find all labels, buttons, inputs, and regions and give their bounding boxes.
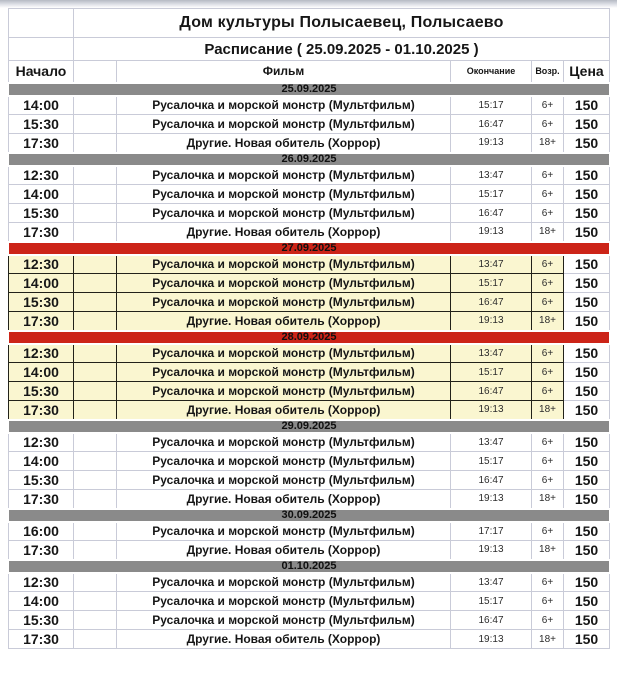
price-cell: 150 xyxy=(564,522,610,541)
price-cell: 150 xyxy=(564,401,610,420)
start-time-cell: 14:00 xyxy=(9,592,74,611)
price-cell: 150 xyxy=(564,293,610,312)
age-rating-cell: 6+ xyxy=(532,274,564,293)
price-cell: 150 xyxy=(564,134,610,153)
end-time-cell: 19:13 xyxy=(451,401,532,420)
date-band-label: 26.09.2025 xyxy=(9,153,610,166)
photo-edge-shadow xyxy=(0,0,617,8)
subtitle-row xyxy=(9,38,610,61)
column-header-spacer xyxy=(74,61,117,83)
film-title-cell: Русалочка и морской монстр (Мультфильм) xyxy=(117,115,451,134)
schedule-header xyxy=(9,9,610,83)
end-time-cell: 16:47 xyxy=(451,611,532,630)
start-time-cell: 15:30 xyxy=(9,471,74,490)
price-cell: 150 xyxy=(564,185,610,204)
film-title-cell: Русалочка и морской монстр (Мультфильм) xyxy=(117,166,451,185)
film-title-cell: Русалочка и морской монстр (Мультфильм) xyxy=(117,363,451,382)
show-row xyxy=(9,452,610,471)
show-row xyxy=(9,312,610,331)
subtitle-blank-cell xyxy=(9,38,74,61)
price-cell: 150 xyxy=(564,630,610,649)
age-rating-cell: 6+ xyxy=(532,592,564,611)
film-title-cell: Русалочка и морской монстр (Мультфильм) xyxy=(117,471,451,490)
end-time-cell: 16:47 xyxy=(451,115,532,134)
age-rating-cell: 6+ xyxy=(532,611,564,630)
age-rating-cell: 18+ xyxy=(532,312,564,331)
end-time-cell: 19:13 xyxy=(451,630,532,649)
end-time-cell: 13:47 xyxy=(451,166,532,185)
film-title-cell: Русалочка и морской монстр (Мультфильм) xyxy=(117,611,451,630)
film-title-cell: Другие. Новая обитель (Хоррор) xyxy=(117,541,451,560)
date-band xyxy=(9,509,610,522)
spacer-cell xyxy=(74,255,117,274)
end-time-cell: 16:47 xyxy=(451,204,532,223)
end-time-cell: 13:47 xyxy=(451,573,532,592)
end-time-cell: 19:13 xyxy=(451,541,532,560)
show-row xyxy=(9,204,610,223)
end-time-cell: 15:17 xyxy=(451,96,532,115)
end-time-cell: 16:47 xyxy=(451,471,532,490)
spacer-cell xyxy=(74,573,117,592)
start-time-cell: 12:30 xyxy=(9,255,74,274)
start-time-cell: 17:30 xyxy=(9,312,74,331)
film-title-cell: Русалочка и морской монстр (Мультфильм) xyxy=(117,382,451,401)
show-row xyxy=(9,541,610,560)
price-cell: 150 xyxy=(564,363,610,382)
price-cell: 150 xyxy=(564,312,610,331)
end-time-cell: 13:47 xyxy=(451,344,532,363)
age-rating-cell: 18+ xyxy=(532,401,564,420)
date-band-label: 27.09.2025 xyxy=(9,242,610,255)
date-band-label: 30.09.2025 xyxy=(9,509,610,522)
film-title-cell: Русалочка и морской монстр (Мультфильм) xyxy=(117,592,451,611)
spacer-cell xyxy=(74,382,117,401)
spacer-cell xyxy=(74,401,117,420)
age-rating-cell: 18+ xyxy=(532,541,564,560)
age-rating-cell: 6+ xyxy=(532,471,564,490)
age-rating-cell: 6+ xyxy=(532,293,564,312)
age-rating-cell: 18+ xyxy=(532,630,564,649)
age-rating-cell: 6+ xyxy=(532,96,564,115)
start-time-cell: 16:00 xyxy=(9,522,74,541)
start-time-cell: 15:30 xyxy=(9,611,74,630)
venue-title: Дом культуры Полысаевец, Полысаево xyxy=(74,9,610,38)
date-band xyxy=(9,242,610,255)
price-cell: 150 xyxy=(564,115,610,134)
start-time-cell: 14:00 xyxy=(9,185,74,204)
show-row xyxy=(9,115,610,134)
start-time-cell: 15:30 xyxy=(9,204,74,223)
start-time-cell: 14:00 xyxy=(9,452,74,471)
column-header-end: Окончание xyxy=(451,61,532,83)
film-title-cell: Другие. Новая обитель (Хоррор) xyxy=(117,490,451,509)
column-header-age: Возр. xyxy=(532,61,564,83)
age-rating-cell: 6+ xyxy=(532,344,564,363)
spacer-cell xyxy=(74,166,117,185)
end-time-cell: 13:47 xyxy=(451,255,532,274)
show-row xyxy=(9,274,610,293)
end-time-cell: 16:47 xyxy=(451,382,532,401)
end-time-cell: 17:17 xyxy=(451,522,532,541)
spacer-cell xyxy=(74,471,117,490)
end-time-cell: 19:13 xyxy=(451,312,532,331)
show-row xyxy=(9,433,610,452)
start-time-cell: 14:00 xyxy=(9,363,74,382)
spacer-cell xyxy=(74,363,117,382)
date-band-label: 25.09.2025 xyxy=(9,83,610,96)
end-time-cell: 19:13 xyxy=(451,134,532,153)
end-time-cell: 15:17 xyxy=(451,452,532,471)
end-time-cell: 19:13 xyxy=(451,223,532,242)
date-band xyxy=(9,331,610,344)
show-row xyxy=(9,522,610,541)
spacer-cell xyxy=(74,96,117,115)
price-cell: 150 xyxy=(564,344,610,363)
show-row xyxy=(9,185,610,204)
age-rating-cell: 6+ xyxy=(532,166,564,185)
film-title-cell: Русалочка и морской монстр (Мультфильм) xyxy=(117,293,451,312)
price-cell: 150 xyxy=(564,223,610,242)
start-time-cell: 15:30 xyxy=(9,293,74,312)
film-title-cell: Другие. Новая обитель (Хоррор) xyxy=(117,401,451,420)
show-row xyxy=(9,592,610,611)
title-blank-cell xyxy=(9,9,74,38)
title-row xyxy=(9,9,610,38)
show-row xyxy=(9,363,610,382)
spacer-cell xyxy=(74,490,117,509)
show-row xyxy=(9,96,610,115)
film-title-cell: Другие. Новая обитель (Хоррор) xyxy=(117,223,451,242)
age-rating-cell: 6+ xyxy=(532,573,564,592)
film-title-cell: Русалочка и морской монстр (Мультфильм) xyxy=(117,255,451,274)
show-row xyxy=(9,401,610,420)
start-time-cell: 12:30 xyxy=(9,166,74,185)
age-rating-cell: 6+ xyxy=(532,363,564,382)
film-title-cell: Русалочка и морской монстр (Мультфильм) xyxy=(117,573,451,592)
show-row xyxy=(9,134,610,153)
spacer-cell xyxy=(74,522,117,541)
spacer-cell xyxy=(74,274,117,293)
start-time-cell: 17:30 xyxy=(9,490,74,509)
show-row xyxy=(9,471,610,490)
start-time-cell: 15:30 xyxy=(9,115,74,134)
price-cell: 150 xyxy=(564,452,610,471)
start-time-cell: 17:30 xyxy=(9,401,74,420)
date-band-label: 28.09.2025 xyxy=(9,331,610,344)
film-title-cell: Другие. Новая обитель (Хоррор) xyxy=(117,630,451,649)
price-cell: 150 xyxy=(564,166,610,185)
show-row xyxy=(9,255,610,274)
price-cell: 150 xyxy=(564,490,610,509)
start-time-cell: 17:30 xyxy=(9,541,74,560)
price-cell: 150 xyxy=(564,573,610,592)
age-rating-cell: 18+ xyxy=(532,490,564,509)
price-cell: 150 xyxy=(564,611,610,630)
column-header-film: Фильм xyxy=(117,61,451,83)
spacer-cell xyxy=(74,185,117,204)
start-time-cell: 15:30 xyxy=(9,382,74,401)
film-title-cell: Русалочка и морской монстр (Мультфильм) xyxy=(117,204,451,223)
age-rating-cell: 6+ xyxy=(532,115,564,134)
price-cell: 150 xyxy=(564,204,610,223)
price-cell: 150 xyxy=(564,433,610,452)
spacer-cell xyxy=(74,592,117,611)
film-title-cell: Другие. Новая обитель (Хоррор) xyxy=(117,312,451,331)
spacer-cell xyxy=(74,293,117,312)
date-band-label: 29.09.2025 xyxy=(9,420,610,433)
end-time-cell: 15:17 xyxy=(451,592,532,611)
end-time-cell: 13:47 xyxy=(451,433,532,452)
film-title-cell: Другие. Новая обитель (Хоррор) xyxy=(117,134,451,153)
end-time-cell: 15:17 xyxy=(451,274,532,293)
film-title-cell: Русалочка и морской монстр (Мультфильм) xyxy=(117,452,451,471)
date-band xyxy=(9,83,610,96)
end-time-cell: 15:17 xyxy=(451,363,532,382)
price-cell: 150 xyxy=(564,255,610,274)
price-cell: 150 xyxy=(564,274,610,293)
film-title-cell: Русалочка и морской монстр (Мультфильм) xyxy=(117,433,451,452)
spacer-cell xyxy=(74,312,117,331)
film-title-cell: Русалочка и морской монстр (Мультфильм) xyxy=(117,522,451,541)
spacer-cell xyxy=(74,204,117,223)
spacer-cell xyxy=(74,223,117,242)
start-time-cell: 17:30 xyxy=(9,134,74,153)
spacer-cell xyxy=(74,611,117,630)
date-band xyxy=(9,560,610,573)
start-time-cell: 12:30 xyxy=(9,344,74,363)
film-title-cell: Русалочка и морской монстр (Мультфильм) xyxy=(117,185,451,204)
spacer-cell xyxy=(74,541,117,560)
spacer-cell xyxy=(74,344,117,363)
age-rating-cell: 6+ xyxy=(532,433,564,452)
film-title-cell: Русалочка и морской монстр (Мультфильм) xyxy=(117,274,451,293)
film-title-cell: Русалочка и морской монстр (Мультфильм) xyxy=(117,96,451,115)
spacer-cell xyxy=(74,433,117,452)
start-time-cell: 12:30 xyxy=(9,573,74,592)
age-rating-cell: 6+ xyxy=(532,522,564,541)
price-cell: 150 xyxy=(564,541,610,560)
age-rating-cell: 6+ xyxy=(532,185,564,204)
column-header-start: Начало xyxy=(9,61,74,83)
column-header-row xyxy=(9,61,610,83)
show-row xyxy=(9,344,610,363)
date-band xyxy=(9,420,610,433)
start-time-cell: 12:30 xyxy=(9,433,74,452)
date-band xyxy=(9,153,610,166)
price-cell: 150 xyxy=(564,592,610,611)
end-time-cell: 15:17 xyxy=(451,185,532,204)
show-row xyxy=(9,611,610,630)
spacer-cell xyxy=(74,134,117,153)
age-rating-cell: 6+ xyxy=(532,255,564,274)
end-time-cell: 16:47 xyxy=(451,293,532,312)
price-cell: 150 xyxy=(564,471,610,490)
age-rating-cell: 6+ xyxy=(532,452,564,471)
schedule-range-title: Расписание ( 25.09.2025 - 01.10.2025 ) xyxy=(74,38,610,61)
column-header-price: Цена xyxy=(564,61,610,83)
schedule-table xyxy=(8,8,610,649)
price-cell: 150 xyxy=(564,382,610,401)
date-band-label: 01.10.2025 xyxy=(9,560,610,573)
end-time-cell: 19:13 xyxy=(451,490,532,509)
spacer-cell xyxy=(74,452,117,471)
show-row xyxy=(9,382,610,401)
show-row xyxy=(9,630,610,649)
film-title-cell: Русалочка и морской монстр (Мультфильм) xyxy=(117,344,451,363)
show-row xyxy=(9,223,610,242)
show-row xyxy=(9,166,610,185)
show-row xyxy=(9,293,610,312)
show-row xyxy=(9,490,610,509)
age-rating-cell: 18+ xyxy=(532,223,564,242)
age-rating-cell: 6+ xyxy=(532,382,564,401)
spacer-cell xyxy=(74,115,117,134)
age-rating-cell: 18+ xyxy=(532,134,564,153)
start-time-cell: 17:30 xyxy=(9,223,74,242)
age-rating-cell: 6+ xyxy=(532,204,564,223)
start-time-cell: 17:30 xyxy=(9,630,74,649)
start-time-cell: 14:00 xyxy=(9,96,74,115)
show-row xyxy=(9,573,610,592)
price-cell: 150 xyxy=(564,96,610,115)
start-time-cell: 14:00 xyxy=(9,274,74,293)
spacer-cell xyxy=(74,630,117,649)
schedule-sections xyxy=(9,83,610,649)
